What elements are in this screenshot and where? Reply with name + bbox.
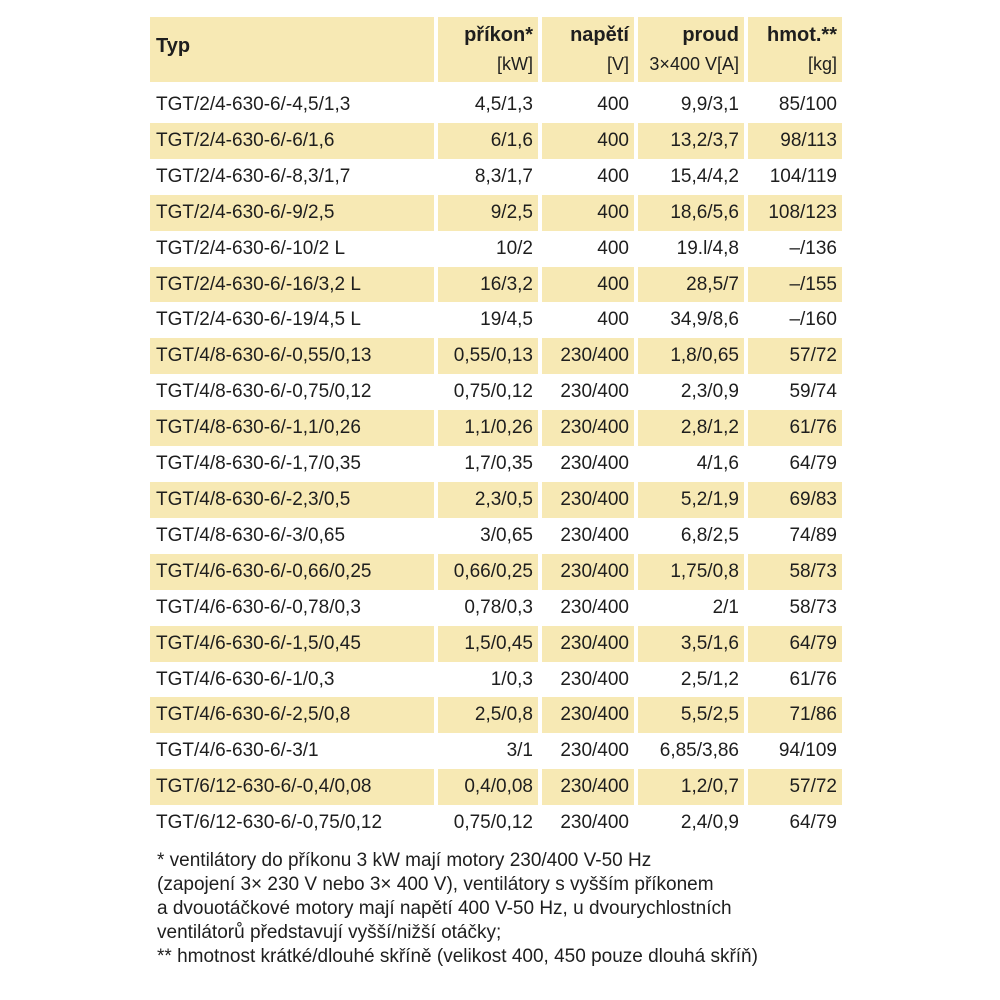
footnote-line: a dvouotáčkové motory mají napětí 400 V-50 Hz, u dvourychlostních bbox=[157, 898, 732, 919]
cell-hmot: 64/79 bbox=[744, 626, 842, 662]
cell-typ: TGT/4/8-630-6/-0,75/0,12 bbox=[156, 381, 372, 403]
table-row bbox=[150, 769, 842, 805]
cell-hmot: 104/119 bbox=[744, 159, 842, 195]
cell-proud: 2,3/0,9 bbox=[634, 374, 744, 410]
table-row bbox=[150, 518, 842, 554]
cell-typ: TGT/4/8-630-6/-1,7/0,35 bbox=[156, 453, 361, 475]
cell-prikon: 19/4,5 bbox=[434, 302, 538, 338]
cell-hmot: –/136 bbox=[744, 231, 842, 267]
cell-napeti: 230/400 bbox=[538, 482, 634, 518]
cell-hmot: 57/72 bbox=[744, 338, 842, 374]
table-body bbox=[150, 87, 842, 841]
cell-hmot: 61/76 bbox=[744, 410, 842, 446]
cell-typ: TGT/4/8-630-6/-3/0,65 bbox=[156, 524, 346, 546]
cell-hmot: –/155 bbox=[744, 267, 842, 303]
cell-hmot: 108/123 bbox=[744, 195, 842, 231]
cell-proud: 13,2/3,7 bbox=[634, 123, 744, 159]
footnote-line: * ventilátory do příkonu 3 kW mají motory 230/400 V-50 Hz bbox=[157, 850, 652, 871]
table-row bbox=[150, 123, 842, 159]
table-row bbox=[150, 374, 842, 410]
cell-prikon: 1,7/0,35 bbox=[434, 446, 538, 482]
table-row bbox=[150, 590, 842, 626]
cell-prikon: 0,66/0,25 bbox=[434, 554, 538, 590]
header-proud bbox=[634, 17, 744, 87]
cell-napeti: 230/400 bbox=[538, 374, 634, 410]
cell-typ: TGT/2/4-630-6/-16/3,2 L bbox=[150, 267, 434, 303]
cell-typ: TGT/4/8-630-6/-2,3/0,5 bbox=[150, 482, 434, 518]
cell-prikon: 2,3/0,5 bbox=[434, 482, 538, 518]
cell-napeti: 400 bbox=[538, 123, 634, 159]
cell-typ: TGT/4/8-630-6/-1,1/0,26 bbox=[150, 410, 434, 446]
cell-typ: TGT/4/6-630-6/-2,5/0,8 bbox=[150, 697, 434, 733]
cell-proud: 28,5/7 bbox=[634, 267, 744, 303]
cell-hmot: –/160 bbox=[744, 302, 842, 338]
cell-proud: 5,2/1,9 bbox=[634, 482, 744, 518]
table-row bbox=[150, 733, 842, 769]
table-header bbox=[150, 17, 842, 87]
cell-proud: 1,8/0,65 bbox=[634, 338, 744, 374]
table-row bbox=[150, 159, 842, 195]
cell-napeti: 230/400 bbox=[538, 554, 634, 590]
spec-table-container bbox=[150, 17, 842, 841]
cell-napeti: 400 bbox=[538, 267, 634, 303]
cell-prikon: 2,5/0,8 bbox=[434, 697, 538, 733]
table-row bbox=[150, 410, 842, 446]
fan-spec-table bbox=[150, 17, 842, 841]
cell-napeti: 400 bbox=[538, 159, 634, 195]
cell-hmot: 58/73 bbox=[744, 590, 842, 626]
cell-prikon: 9/2,5 bbox=[434, 195, 538, 231]
cell-proud: 9,9/3,1 bbox=[634, 87, 744, 123]
header-hmot-title: hmot.** bbox=[767, 24, 837, 46]
header-proud-unit: 3×400 V[A] bbox=[649, 54, 739, 74]
cell-prikon: 1,5/0,45 bbox=[434, 626, 538, 662]
cell-hmot: 94/109 bbox=[744, 733, 842, 769]
table-row bbox=[150, 662, 842, 698]
cell-hmot: 64/79 bbox=[744, 446, 842, 482]
table-row bbox=[150, 446, 842, 482]
cell-typ: TGT/4/6-630-6/-3/1 bbox=[156, 740, 319, 762]
cell-proud: 1,2/0,7 bbox=[634, 769, 744, 805]
cell-prikon: 0,4/0,08 bbox=[434, 769, 538, 805]
cell-napeti: 230/400 bbox=[538, 338, 634, 374]
cell-napeti: 230/400 bbox=[538, 769, 634, 805]
cell-prikon: 3/1 bbox=[434, 733, 538, 769]
table-row bbox=[150, 626, 842, 662]
cell-prikon: 10/2 bbox=[434, 231, 538, 267]
cell-proud: 2,8/1,2 bbox=[634, 410, 744, 446]
cell-hmot: 58/73 bbox=[744, 554, 842, 590]
table-row bbox=[150, 195, 842, 231]
cell-typ: TGT/2/4-630-6/-10/2 L bbox=[156, 237, 346, 259]
table-row bbox=[150, 805, 842, 841]
cell-typ: TGT/2/4-630-6/-4,5/1,3 bbox=[156, 94, 351, 115]
cell-typ: TGT/4/8-630-6/-0,55/0,13 bbox=[150, 338, 434, 374]
cell-prikon: 6/1,6 bbox=[434, 123, 538, 159]
cell-typ: TGT/4/6-630-6/-0,66/0,25 bbox=[150, 554, 434, 590]
cell-hmot: 64/79 bbox=[744, 805, 842, 841]
cell-proud: 2/1 bbox=[634, 590, 744, 626]
cell-napeti: 400 bbox=[538, 302, 634, 338]
cell-typ: TGT/4/6-630-6/-1,5/0,45 bbox=[150, 626, 434, 662]
cell-proud: 4/1,6 bbox=[634, 446, 744, 482]
cell-napeti: 230/400 bbox=[538, 446, 634, 482]
cell-napeti: 230/400 bbox=[538, 733, 634, 769]
cell-proud: 19.l/4,8 bbox=[634, 231, 744, 267]
header-typ: Typ bbox=[150, 17, 434, 87]
header-hmot bbox=[744, 17, 842, 87]
table-row bbox=[150, 482, 842, 518]
cell-proud: 3,5/1,6 bbox=[634, 626, 744, 662]
cell-hmot: 59/74 bbox=[744, 374, 842, 410]
cell-napeti: 230/400 bbox=[538, 518, 634, 554]
cell-prikon: 0,55/0,13 bbox=[434, 338, 538, 374]
cell-typ: TGT/2/4-630-6/-6/1,6 bbox=[150, 123, 434, 159]
cell-typ: TGT/6/12-630-6/-0,75/0,12 bbox=[156, 812, 383, 834]
cell-hmot: 98/113 bbox=[744, 123, 842, 159]
header-napeti-unit: [V] bbox=[606, 54, 629, 74]
table-row bbox=[150, 338, 842, 374]
cell-typ: TGT/2/4-630-6/-19/4,5 L bbox=[156, 309, 361, 331]
cell-prikon: 0,78/0,3 bbox=[434, 590, 538, 626]
cell-proud: 15,4/4,2 bbox=[634, 159, 744, 195]
cell-proud: 2,4/0,9 bbox=[634, 805, 744, 841]
header-napeti bbox=[538, 17, 634, 87]
cell-hmot: 57/72 bbox=[744, 769, 842, 805]
header-prikon bbox=[434, 17, 538, 87]
cell-napeti: 230/400 bbox=[538, 410, 634, 446]
cell-proud: 18,6/5,6 bbox=[634, 195, 744, 231]
cell-hmot: 85/100 bbox=[744, 87, 842, 123]
cell-proud: 34,9/8,6 bbox=[634, 302, 744, 338]
table-row bbox=[150, 302, 842, 338]
cell-proud: 6,85/3,86 bbox=[634, 733, 744, 769]
cell-typ: TGT/6/12-630-6/-0,4/0,08 bbox=[150, 769, 434, 805]
cell-napeti: 230/400 bbox=[538, 626, 634, 662]
cell-proud: 5,5/2,5 bbox=[634, 697, 744, 733]
header-proud-title: proud bbox=[682, 24, 739, 46]
header-prikon-unit: [kW] bbox=[497, 54, 533, 74]
cell-typ: TGT/2/4-630-6/-9/2,5 bbox=[150, 195, 434, 231]
table-row bbox=[150, 87, 842, 123]
cell-napeti: 230/400 bbox=[538, 805, 634, 841]
header-napeti-title: napětí bbox=[570, 24, 629, 46]
table-row bbox=[150, 554, 842, 590]
header-prikon-title: příkon* bbox=[464, 24, 533, 46]
cell-napeti: 230/400 bbox=[538, 662, 634, 698]
cell-hmot: 74/89 bbox=[744, 518, 842, 554]
cell-prikon: 8,3/1,7 bbox=[434, 159, 538, 195]
table-row bbox=[150, 267, 842, 303]
cell-prikon: 1/0,3 bbox=[434, 662, 538, 698]
footnote-line: ventilátorů představují vyšší/nižší otáčky; bbox=[157, 922, 502, 943]
cell-prikon: 16/3,2 bbox=[434, 267, 538, 303]
cell-typ: TGT/4/6-630-6/-0,78/0,3 bbox=[156, 596, 361, 618]
cell-hmot: 71/86 bbox=[744, 697, 842, 733]
cell-napeti: 400 bbox=[538, 195, 634, 231]
cell-prikon: 3/0,65 bbox=[434, 518, 538, 554]
cell-typ: TGT/2/4-630-6/-8,3/1,7 bbox=[156, 165, 351, 187]
footnotes bbox=[157, 849, 857, 969]
footnote-line: ** hmotnost krátké/dlouhé skříně (velikost 400, 450 pouze dlouhá skříň) bbox=[157, 946, 758, 967]
footnote-line: (zapojení 3× 230 V nebo 3× 400 V), ventilátory s vyšším příkonem bbox=[157, 874, 714, 895]
header-hmot-unit: [kg] bbox=[807, 54, 837, 74]
header-row bbox=[150, 17, 842, 87]
cell-napeti: 400 bbox=[538, 87, 634, 123]
cell-napeti: 230/400 bbox=[538, 697, 634, 733]
table-row bbox=[150, 697, 842, 733]
cell-prikon: 0,75/0,12 bbox=[434, 805, 538, 841]
cell-proud: 2,5/1,2 bbox=[634, 662, 744, 698]
cell-proud: 6,8/2,5 bbox=[634, 518, 744, 554]
cell-proud: 1,75/0,8 bbox=[634, 554, 744, 590]
cell-prikon: 1,1/0,26 bbox=[434, 410, 538, 446]
cell-hmot: 61/76 bbox=[744, 662, 842, 698]
table-row bbox=[150, 231, 842, 267]
cell-prikon: 0,75/0,12 bbox=[434, 374, 538, 410]
cell-napeti: 230/400 bbox=[538, 590, 634, 626]
cell-hmot: 69/83 bbox=[744, 482, 842, 518]
cell-prikon: 4,5/1,3 bbox=[434, 87, 538, 123]
cell-typ: TGT/4/6-630-6/-1/0,3 bbox=[156, 668, 335, 690]
cell-napeti: 400 bbox=[538, 231, 634, 267]
